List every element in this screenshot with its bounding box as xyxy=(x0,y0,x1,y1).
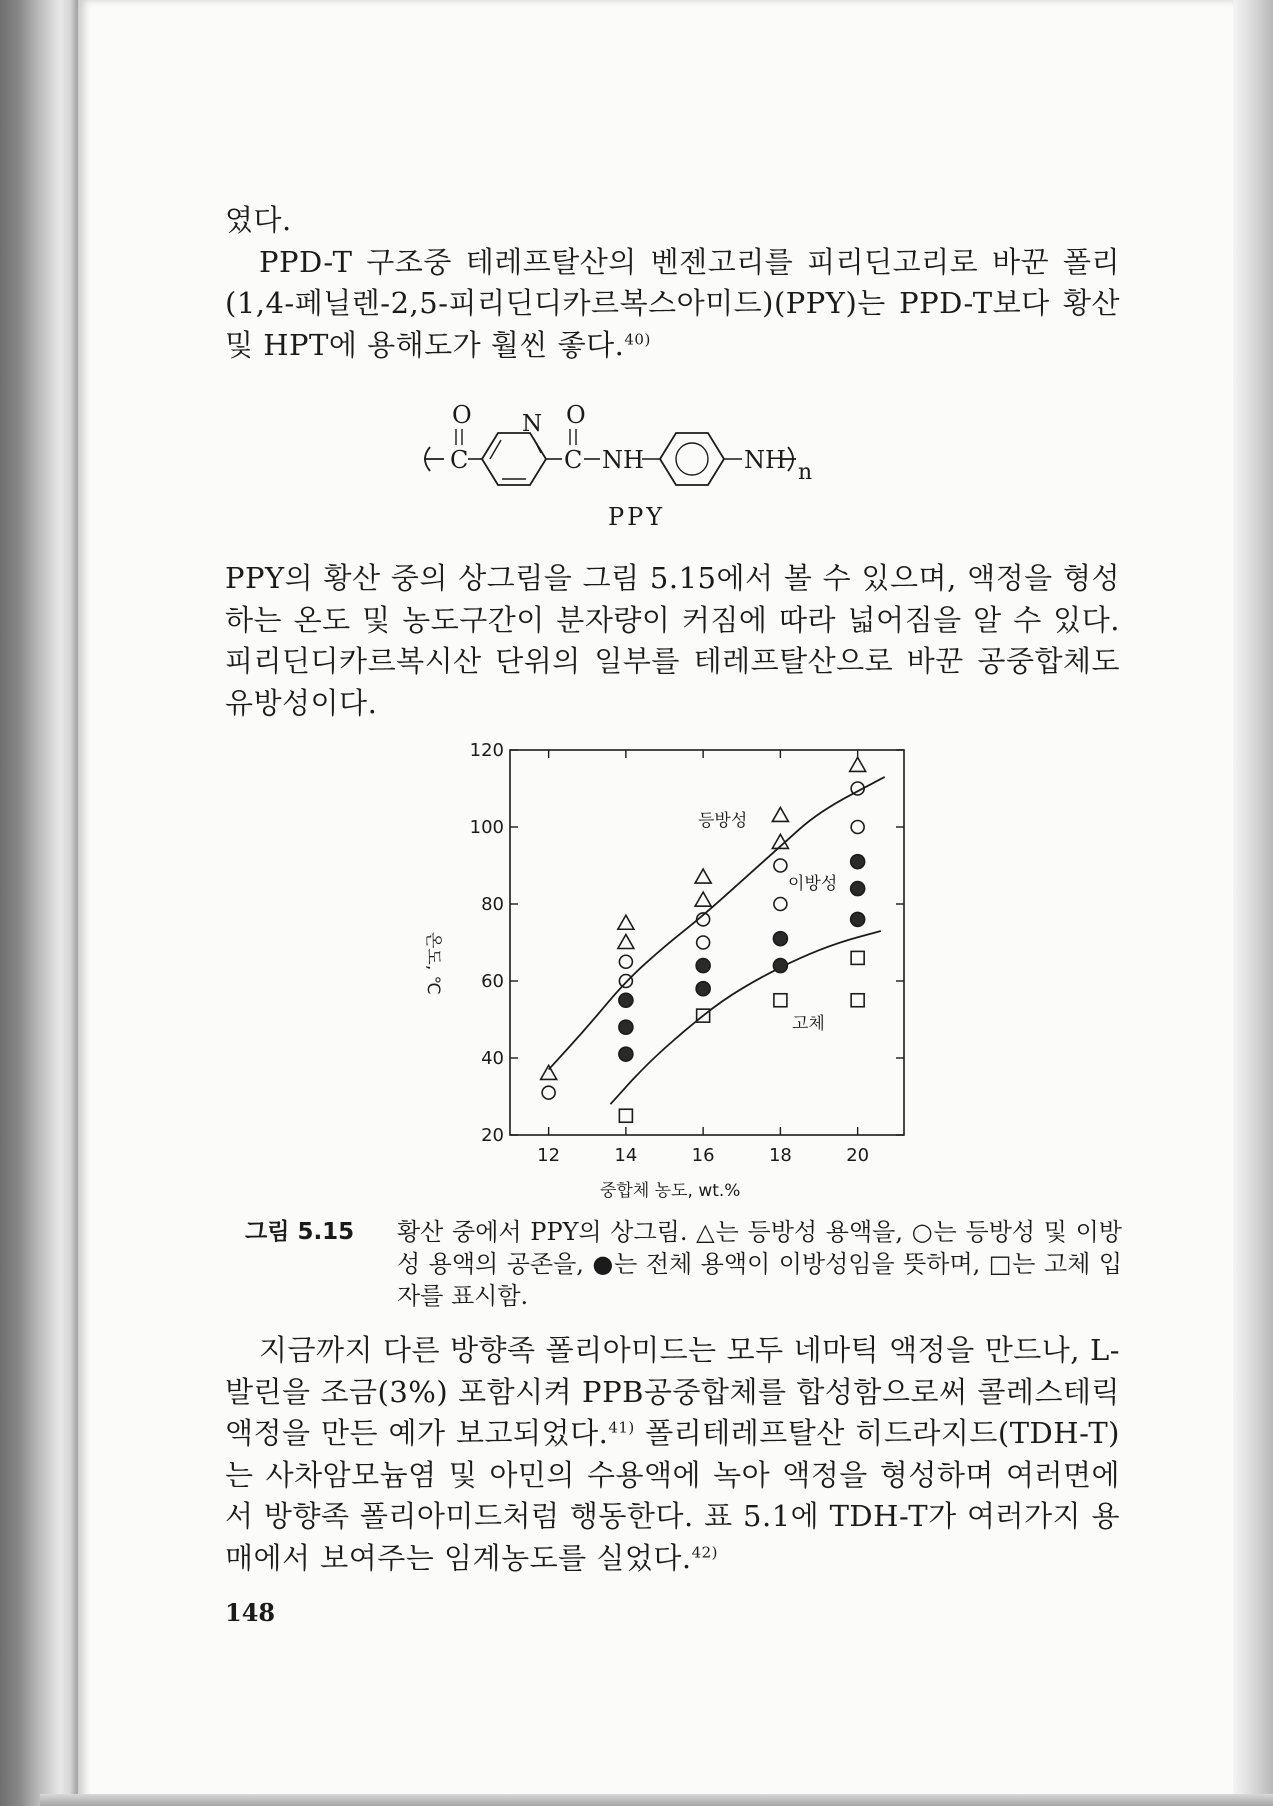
chart-annotation-solid: 고체 xyxy=(792,1014,825,1034)
formula-oxygen-2: O xyxy=(566,401,586,429)
ppy-structural-formula xyxy=(410,395,910,535)
chart-point-open-circle xyxy=(619,975,632,988)
paragraph-3-body xyxy=(225,1330,1120,1579)
chart-point-triangle xyxy=(618,935,634,949)
paragraph-2-text: PPY의 황산 중의 상그림을 그림 5.15에서 볼 수 있으며, 액정을 형성하는 온도 및 농도구간이 분자량이 커짐에 따라 넓어짐을 알 수 있다. 피리딘디카르복시산 단위의 일부를 테레프탈산으로 바꾼 공중합체도 유방성이다. xyxy=(225,561,1120,720)
chart-point-triangle xyxy=(541,1065,557,1079)
chart-point-square xyxy=(619,1109,632,1122)
book-spine xyxy=(0,0,78,1806)
chart-x-tick-label: 14 xyxy=(614,1145,638,1166)
formula-subscript-n: n xyxy=(798,460,813,485)
paragraph-2 xyxy=(225,558,1120,724)
chart-x-tick-label: 12 xyxy=(537,1145,561,1166)
chart-plot-frame xyxy=(510,750,904,1135)
chart-point-filled-circle xyxy=(851,912,865,926)
chart-point-filled-circle xyxy=(696,959,710,973)
paragraph-3-text-a: 지금까지 다른 방향족 폴리아미드는 모두 네마틱 액정을 만드나, L-발린을 조금(3%) 포함시켜 PPB공중합체를 합성함으로써 콜레스테릭 액정을 만든 예가 보고되었다. xyxy=(225,1333,1120,1450)
chart-point-filled-circle xyxy=(773,959,787,973)
chart-x-tick-label: 16 xyxy=(691,1145,715,1166)
chart-boundary-curve-2 xyxy=(610,931,880,1104)
chart-point-square xyxy=(851,994,864,1007)
chart-point-open-circle xyxy=(774,859,787,872)
chart-x-axis-label: 중합체 농도, wt.% xyxy=(600,1181,741,1201)
chart-point-triangle xyxy=(850,757,866,771)
chart-point-filled-circle xyxy=(851,882,865,896)
chart-point-filled-circle xyxy=(619,1047,633,1061)
chart-point-filled-circle xyxy=(773,932,787,946)
paragraph-1 xyxy=(225,200,1120,366)
page-edge-bottom xyxy=(40,1794,1273,1806)
reference-42: 42) xyxy=(691,1542,719,1561)
paragraph-1-text: PPD-T 구조중 테레프탈산의 벤젠고리를 피리딘고리로 바꾼 폴리(1,4-페닐렌-2,5-피리딘디카르복스아미드)(PPY)는 PPD-T보다 황산 및 HPT에 용해도가 훨씬 좋다. xyxy=(225,244,1120,362)
chart-point-filled-circle xyxy=(619,993,633,1007)
formula-nh-2: NH xyxy=(744,446,786,474)
chart-y-tick-label: 120 xyxy=(469,740,504,761)
chart-point-triangle xyxy=(772,807,788,821)
chart-point-open-circle xyxy=(697,936,710,949)
formula-name: PPY xyxy=(608,503,666,531)
chart-annotation-isotropic: 등방성 xyxy=(698,811,748,831)
phase-diagram-chart xyxy=(410,732,930,1202)
paragraph-1-continuation: 였다. xyxy=(225,203,292,237)
chart-point-triangle xyxy=(618,915,634,929)
chart-y-tick-label: 80 xyxy=(481,894,504,915)
figure-caption-label: 그림 5.15 xyxy=(245,1219,355,1245)
figure-caption-text: 황산 중에서 PPY의 상그림. △는 등방성 용액을, ○는 등방성 및 이방성 용액의 공존을, ●는 전체 용액이 이방성임을 뜻하며, □는 고체 입자를 표시함. xyxy=(397,1218,1122,1310)
chart-annotation-anisotropic: 이방성 xyxy=(788,874,838,894)
chart-point-filled-circle xyxy=(696,982,710,996)
chart-y-tick-label: 20 xyxy=(481,1125,504,1146)
reference-41: 41) xyxy=(608,1418,635,1437)
chart-x-tick-label: 18 xyxy=(768,1145,792,1166)
paragraph-1-body xyxy=(225,242,1120,367)
paragraph-3-text-b: 폴리테레프탈산 히드라지드(TDH-T)는 사차암모늄염 및 아민의 수용액에 녹아 액정을 형성하며 여러면에서 방향족 폴리아미드처럼 행동한다. 표 5.1에 TDH-T가 여러가지 용매에서 보여주는 임계농도를 실었다. xyxy=(225,1416,1120,1575)
chart-point-triangle xyxy=(695,892,711,906)
page-edge-right xyxy=(1233,0,1273,1806)
formula-oxygen-1: O xyxy=(452,401,472,429)
chart-y-axis-label: 온도, ℃ xyxy=(423,932,443,995)
chart-point-filled-circle xyxy=(619,1020,633,1034)
chart-point-filled-circle xyxy=(851,855,865,869)
paragraph-3 xyxy=(225,1330,1120,1579)
chart-point-open-circle xyxy=(851,821,864,834)
chart-y-tick-label: 100 xyxy=(469,817,504,838)
reference-40: 40) xyxy=(624,329,651,348)
formula-carbon-2: C xyxy=(564,446,583,474)
chart-point-square xyxy=(774,994,787,1007)
chart-point-open-circle xyxy=(542,1086,555,1099)
chart-y-tick-label: 60 xyxy=(481,971,504,992)
chart-x-tick-label: 20 xyxy=(846,1145,870,1166)
formula-carbon-1: C xyxy=(450,446,469,474)
formula-nitrogen: N xyxy=(522,411,543,437)
formula-nh-1: NH xyxy=(602,446,644,474)
chart-point-open-circle xyxy=(774,898,787,911)
chart-point-triangle xyxy=(695,869,711,883)
chart-point-square xyxy=(851,951,864,964)
page-number: 148 xyxy=(225,1598,276,1627)
chart-point-open-circle xyxy=(619,955,632,968)
chart-y-tick-label: 40 xyxy=(481,1048,504,1069)
